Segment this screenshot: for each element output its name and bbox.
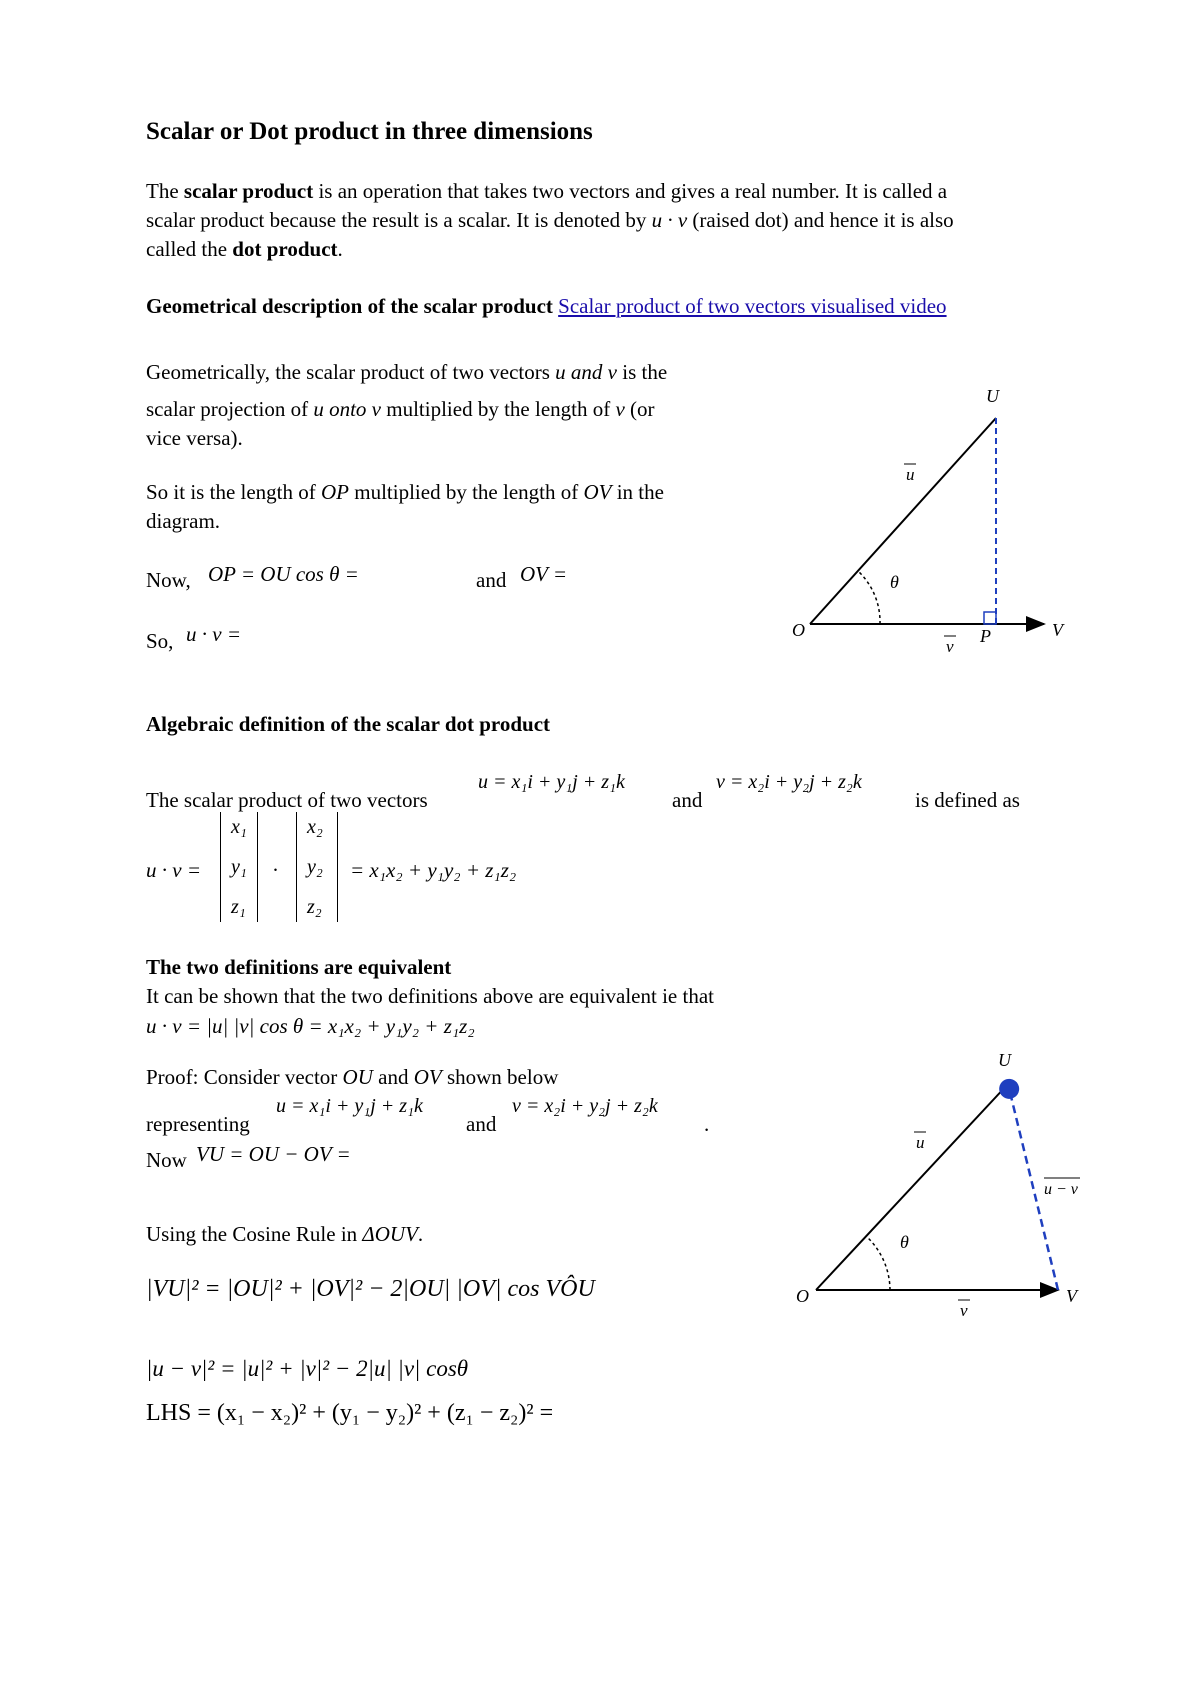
lhs-expansion: LHS = (x₁ − x₂)² + (y₁ − y₂)² + (z₁ − z₂)² = <box>146 1400 554 1426</box>
rep-period: . <box>704 1112 710 1136</box>
matrix-u-z: z₁ <box>231 896 246 918</box>
now-label: Now, <box>146 568 191 592</box>
matrix-rhs: = x₁x₂ + y₁y₂ + z₁z₂ <box>350 858 517 882</box>
intro-text: called the <box>146 237 233 261</box>
label-theta: θ <box>890 572 899 592</box>
geom-text: in the <box>611 480 664 504</box>
op-equation: OP = OU cos θ = <box>208 562 359 586</box>
intro-text: The <box>146 179 184 203</box>
right-angle-marker <box>984 612 996 624</box>
matrix-u <box>220 812 258 922</box>
proof-text: shown below <box>446 1065 559 1089</box>
label-v-vector: v <box>946 637 954 656</box>
alg-defined-as: is defined as <box>915 788 1020 812</box>
vu-equation: VU = OU − OV = <box>196 1142 351 1166</box>
matrix-lhs: u · v = <box>146 858 201 882</box>
u-components: u = x₁i + y₁j + z₁k <box>478 771 625 793</box>
geom-text: multiplied by the length of <box>386 397 611 421</box>
matrix-u-x: x₁ <box>231 816 247 838</box>
matrix-v-x: x₂ <box>307 816 323 838</box>
page-title: Scalar or Dot product in three dimensions <box>146 118 593 145</box>
projection-diagram <box>790 380 1090 660</box>
geom-line-5: diagram. <box>146 509 221 533</box>
equiv-line-1: It can be shown that the two definitions above are equivalent ie that <box>146 984 714 1008</box>
segment-ov: OV <box>583 480 612 504</box>
dot-notation: u · v <box>651 208 688 232</box>
vector-ov: OV <box>413 1065 442 1089</box>
geom-heading-line <box>146 292 947 321</box>
geom-line-1 <box>146 358 667 387</box>
label-v-vector-2: v <box>960 1301 968 1320</box>
geom-heading: Geometrical description of the scalar product <box>146 294 553 318</box>
equiv-heading: The two definitions are equivalent <box>146 955 452 979</box>
label-theta-2: θ <box>900 1232 909 1252</box>
geom-line-2 <box>146 395 655 424</box>
math-v: v <box>615 397 625 421</box>
intro-text: (raised dot) and hence it is also <box>692 208 954 232</box>
rep-and: and <box>466 1112 497 1136</box>
vector-cosine-equation: |u − v|² = |u|² + |v|² − 2|u| |v| cosθ <box>146 1356 469 1381</box>
rep-v-components: v = x₂i + y₂j + z₂k <box>512 1095 658 1117</box>
label-u-vector: u <box>906 465 915 484</box>
triangle-ou-line <box>816 1084 1008 1290</box>
triangle-angle-arc <box>866 1236 890 1290</box>
label-u-point-2: U <box>998 1050 1011 1070</box>
dot-product-term: dot product <box>232 237 338 261</box>
matrix-v-y: y₂ <box>307 856 323 878</box>
triangle-ouv: ΔOUV <box>362 1222 418 1246</box>
cosine-text: . <box>417 1222 424 1246</box>
ov-equation: OV = <box>520 562 568 586</box>
proof-text: Proof: Consider vector <box>146 1065 338 1089</box>
proof-line <box>146 1063 558 1092</box>
label-u-point: U <box>986 386 999 406</box>
dot-equation: u · v = <box>186 622 241 646</box>
geom-line-4 <box>146 478 664 507</box>
equivalence-equation: u · v = |u| |v| cos θ = x₁x₂ + y₁y₂ + z₁z₂ <box>146 1014 475 1038</box>
vector-ou-line <box>810 418 996 624</box>
intro-text: is an operation that takes two vectors and gives a real number. It is called a <box>313 179 948 203</box>
geom-text: is the <box>622 360 668 384</box>
geom-line-3: vice versa). <box>146 426 243 450</box>
alg-and: and <box>672 788 703 812</box>
rep-u-components: u = x₁i + y₁j + z₁k <box>276 1095 423 1117</box>
cosine-rule-equation: |VU|² = |OU|² + |OV|² − 2|OU| |OV| cos VÔU <box>146 1276 595 1302</box>
label-v-point: V <box>1052 620 1063 640</box>
vector-ou: OU <box>342 1065 373 1089</box>
matrix-u-y: y₁ <box>231 856 247 878</box>
intro-text: scalar product because the result is a scalar. It is denoted by <box>146 208 647 232</box>
alg-heading: Algebraic definition of the scalar dot product <box>146 712 551 736</box>
representing-label: representing <box>146 1112 250 1136</box>
alg-line-1: The scalar product of two vectors <box>146 788 428 812</box>
label-p-point: P <box>980 626 991 646</box>
intro-text: . <box>337 237 343 261</box>
label-u-vector-2: u <box>916 1133 925 1152</box>
geom-text: multiplied by the length of <box>349 480 584 504</box>
geom-text: Geometrically, the scalar product of two vectors <box>146 360 550 384</box>
label-o-point-2: O <box>796 1286 809 1306</box>
label-o-point: O <box>792 620 805 640</box>
geom-text: So it is the length of <box>146 480 321 504</box>
math-u-onto-v: u onto v <box>313 397 381 421</box>
now-vu-label: Now <box>146 1148 187 1172</box>
and-label: and <box>476 568 507 592</box>
geom-text: scalar projection of <box>146 397 309 421</box>
cosine-text: Using the Cosine Rule in <box>146 1222 358 1246</box>
v-components: v = x₂i + y₂j + z₂k <box>716 771 862 793</box>
video-link[interactable]: Scalar product of two vectors visualised video <box>558 294 947 318</box>
intro-line-1 <box>146 177 947 206</box>
segment-op: OP <box>321 480 349 504</box>
intro-line-2 <box>146 206 954 235</box>
cosine-rule-line <box>146 1220 423 1249</box>
label-u-minus-v: u − v <box>1044 1181 1078 1198</box>
so-label: So, <box>146 629 174 653</box>
intro-line-3 <box>146 235 343 264</box>
matrix-dot: · <box>272 858 279 882</box>
triangle-diagram <box>790 1040 1100 1320</box>
matrix-v-z: z₂ <box>307 896 322 918</box>
scalar-product-term: scalar product <box>183 179 314 203</box>
angle-arc <box>858 571 880 624</box>
geom-text: (or <box>630 397 655 421</box>
math-u-and-v: u and v <box>555 360 617 384</box>
label-v-point-2: V <box>1066 1286 1077 1306</box>
matrix-v <box>296 812 338 922</box>
proof-text: and <box>378 1065 409 1089</box>
